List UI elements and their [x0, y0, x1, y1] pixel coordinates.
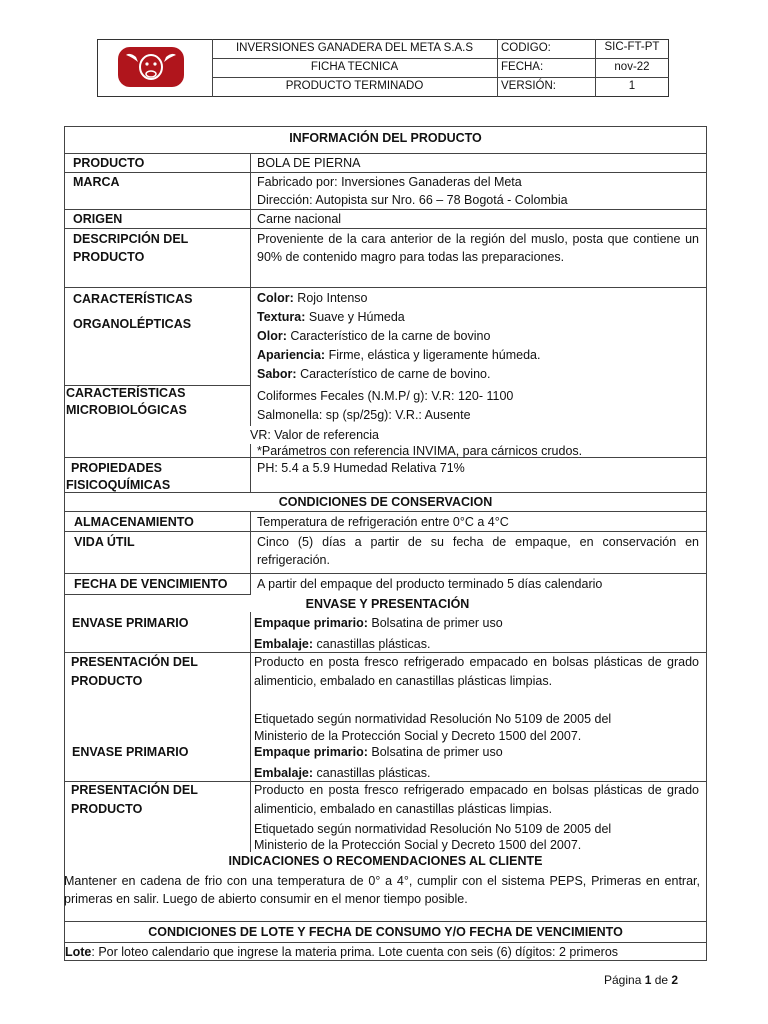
company-logo	[112, 43, 190, 91]
etiquetado-line: Etiquetado según normatividad Resolución No 5109 de 2005 del	[254, 712, 612, 726]
row-divider	[64, 511, 707, 512]
page-current: 1	[644, 973, 652, 987]
lote-row	[65, 943, 618, 961]
vencimiento-value: A partir del empaque del producto terminado 5 días calendario	[257, 577, 603, 591]
etiquetado-line: Ministerio de la Protección Social y Decreto 1500 del 2007.	[254, 838, 582, 852]
section-title-info: INFORMACIÓN DEL PRODUCTO	[289, 131, 482, 145]
section-title-lote: CONDICIONES DE LOTE Y FECHA DE CONSUMO Y/O FECHA DE VENCIMIENTO	[148, 925, 623, 939]
empaque-value: Bolsatina de primer uso	[367, 616, 503, 630]
sabor-row	[257, 365, 490, 383]
vida-util-label: VIDA ÚTIL	[74, 535, 135, 549]
apariencia-label: Apariencia:	[257, 348, 326, 362]
etiquetado-line: Ministerio de la Protección Social y Decreto 1500 del 2007.	[254, 729, 582, 743]
row-divider	[64, 228, 707, 229]
page-number	[604, 971, 678, 989]
row-divider	[64, 209, 707, 210]
empaque-label: Empaque primario:	[254, 745, 368, 759]
code-value: SIC-FT-PT	[604, 41, 660, 53]
fisicoquimicas-label: PROPIEDADES	[71, 461, 162, 475]
vencimiento-label: FECHA DE VENCIMIENTO	[74, 577, 228, 591]
origen-label: ORIGEN	[73, 212, 123, 226]
row-divider	[64, 531, 707, 532]
marca-line1: Fabricado por: Inversiones Ganaderas del Meta	[257, 175, 522, 189]
organolepticas-label: ORGANOLÉPTICAS	[73, 317, 192, 331]
descripcion-label: PRODUCTO	[73, 250, 145, 264]
fisicoquimicas-value: PH: 5.4 a 5.9 Humedad Relativa 71%	[257, 461, 465, 475]
code-label: CODIGO:	[501, 42, 551, 54]
lote-value: : Por loteo calendario que ingrese la materia prima. Lote cuenta con seis (6) dígitos: 2 primeros	[91, 945, 619, 959]
column-divider	[250, 511, 251, 594]
origen-value: Carne nacional	[257, 212, 342, 226]
presentacion-label: PRODUCTO	[71, 674, 143, 688]
bull-head-logo-icon	[112, 43, 190, 91]
almacenamiento-value: Temperatura de refrigeración entre 0°C a 4°C	[257, 515, 509, 529]
page-prefix: Página	[604, 973, 645, 987]
textura-label: Textura:	[257, 310, 306, 324]
fisicoquimicas-label: FISICOQUÍMICAS	[66, 478, 171, 492]
embalaje-label: Embalaje:	[254, 766, 314, 780]
textura-value: Suave y Húmeda	[305, 310, 405, 324]
embalaje-row	[254, 764, 430, 782]
section-title-cliente: INDICACIONES O RECOMENDACIONES AL CLIENTE	[228, 854, 543, 868]
embalaje-value: canastillas plásticas.	[313, 637, 431, 651]
section-title-conservacion: CONDICIONES DE CONSERVACION	[278, 495, 493, 509]
presentacion-label: PRODUCTO	[71, 802, 143, 816]
color-label: Color:	[257, 291, 294, 305]
textura-row	[257, 308, 405, 326]
producto-label: PRODUCTO	[73, 156, 145, 170]
embalaje-label: Embalaje:	[254, 637, 314, 651]
apariencia-row	[257, 346, 540, 364]
version-value: 1	[628, 80, 636, 92]
apariencia-value: Firme, elástica y ligeramente húmeda.	[325, 348, 541, 362]
cliente-text: Mantener en cadena de frio con una temperatura de 0° a 4°, cumplir con el sistema PEPS, Primeras en entrar, primeras en salir. Luego de abierto consumir en el menor tiempo posible.	[64, 874, 700, 906]
micro-line: Salmonella: sp (sp/25g): V.R.: Ausente	[257, 408, 471, 422]
olor-value: Característico de la carne de bovino	[286, 329, 491, 343]
color-value: Rojo Intenso	[293, 291, 368, 305]
embalaje-value: canastillas plásticas.	[313, 766, 431, 780]
page-total: 2	[671, 973, 679, 987]
organolepticas-label: CARACTERÍSTICAS	[73, 292, 193, 306]
envase-primario-label: ENVASE PRIMARIO	[72, 616, 189, 630]
empaque-row	[254, 743, 503, 761]
presentacion-value: Producto en posta fresco refrigerado empacado en bolsas plásticas de grado alimenticio, embalado en canastillas plásticas limpias.	[254, 783, 699, 816]
table-border-top	[64, 126, 707, 127]
envase-primario-label: ENVASE PRIMARIO	[72, 745, 189, 759]
company-name: INVERSIONES GANADERA DEL META S.A.S	[235, 42, 474, 54]
olor-row	[257, 327, 490, 345]
descripcion-label: DESCRIPCIÓN DEL	[73, 232, 189, 246]
sabor-label: Sabor:	[257, 367, 297, 381]
lote-label: Lote	[65, 945, 92, 959]
olor-label: Olor:	[257, 329, 287, 343]
document-type: FICHA TECNICA	[310, 61, 399, 73]
almacenamiento-label: ALMACENAMIENTO	[74, 515, 194, 529]
microbiologicas-label: CARACTERÍSTICAS	[66, 386, 186, 400]
color-row	[257, 289, 367, 307]
presentacion-value: Producto en posta fresco refrigerado empacado en bolsas plásticas de grado alimenticio, embalado en canastillas plásticas limpias.	[254, 655, 699, 688]
row-divider	[64, 921, 707, 922]
row-divider	[64, 573, 707, 574]
header-divider	[497, 39, 498, 97]
descripcion-value: Proveniente de la cara anterior de la región del muslo, posta que contiene un 90% de contenido magro para todas las preparaciones.	[257, 232, 699, 264]
micro-line: VR: Valor de referencia	[250, 428, 379, 442]
embalaje-row	[254, 635, 430, 653]
micro-line: *Parámetros con referencia INVIMA, para cárnicos crudos.	[257, 444, 583, 458]
table-border-left	[64, 126, 65, 961]
empaque-label: Empaque primario:	[254, 616, 368, 630]
document-subtitle: PRODUCTO TERMINADO	[285, 80, 424, 92]
date-label: FECHA:	[501, 61, 544, 73]
column-divider	[250, 612, 251, 852]
microbiologicas-label: MICROBIOLÓGICAS	[66, 403, 187, 417]
version-label: VERSIÓN:	[501, 80, 556, 92]
empaque-value: Bolsatina de primer uso	[367, 745, 503, 759]
date-value: nov-22	[614, 61, 650, 73]
page-mid: de	[651, 973, 672, 987]
table-border-right	[706, 126, 707, 961]
section-title-envase: ENVASE Y PRESENTACIÓN	[305, 597, 470, 611]
presentacion-label: PRESENTACIÓN DEL	[71, 783, 198, 797]
row-divider	[64, 153, 707, 154]
presentacion-label: PRESENTACIÓN DEL	[71, 655, 198, 669]
row-divider	[64, 287, 707, 288]
sabor-value: Característico de carne de bovino.	[296, 367, 491, 381]
empaque-row	[254, 614, 503, 632]
micro-line: Coliformes Fecales (N.M.P/ g): V.R: 120- 1100	[257, 389, 514, 403]
etiquetado-line: Etiquetado según normatividad Resolución No 5109 de 2005 del	[254, 822, 612, 836]
marca-line2: Dirección: Autopista sur Nro. 66 – 78 Bogotá - Colombia	[257, 193, 568, 207]
producto-value: BOLA DE PIERNA	[257, 156, 361, 170]
vida-util-value: Cinco (5) días a partir de su fecha de empaque, en conservación en refrigeración.	[257, 535, 699, 567]
marca-label: MARCA	[73, 175, 120, 189]
row-divider	[64, 594, 251, 595]
